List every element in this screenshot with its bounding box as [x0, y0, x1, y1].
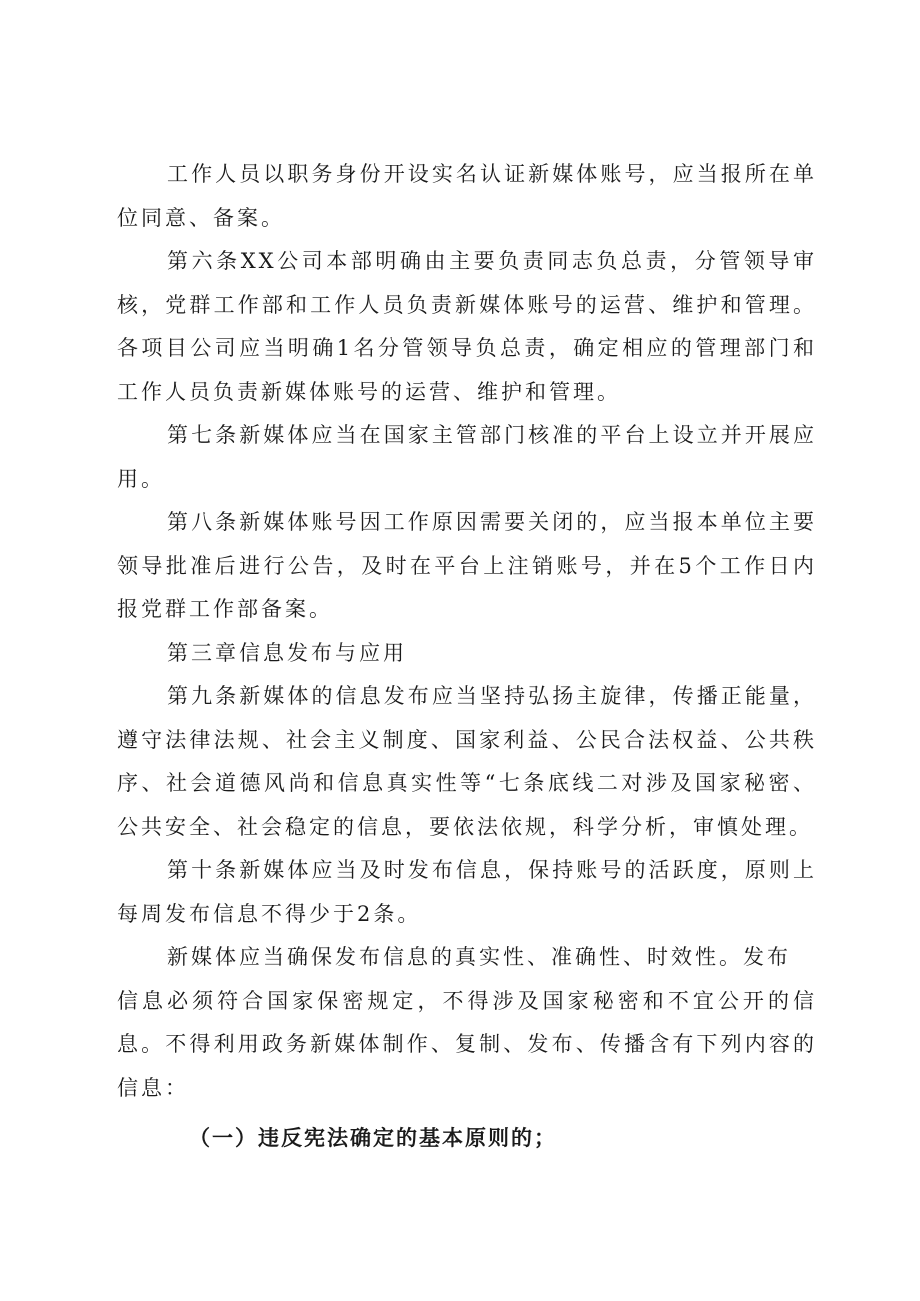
paragraph-article-10: 第十条新媒体应当及时发布信息，保持账号的活跃度，原则上每周发布信息不得少于2条。	[117, 858, 817, 926]
document-body	[117, 153, 817, 1160]
paragraph-article-8: 第八条新媒体账号因工作原因需要关闭的，应当报本单位主要领导批准后进行公告，及时在平台上注销账号，并在5个工作日内报党群工作部备案。	[117, 510, 817, 621]
paragraph-article-6: 第六条XX公司本部明确由主要负责同志负总责，分管领导审核，党群工作部和工作人员负责新媒体账号的运营、维护和管理。各项目公司应当明确1名分管领导负总责，确定相应的管理部门和工作人员负责新媒体账号的运营、维护和管理。	[117, 249, 817, 404]
paragraph-info-confidentiality: 信息必须符合国家保密规定，不得涉及国家秘密和不宜公开的信息。不得利用政务新媒体制作、复制、发布、传播含有下列内容的信息：	[117, 988, 817, 1100]
paragraph-account-approval: 工作人员以职务身份开设实名认证新媒体账号，应当报所在单位同意、备案。	[117, 162, 817, 230]
list-item-1: （一）违反宪法确定的基本原则的；	[189, 1125, 557, 1150]
chapter-3-heading: 第三章信息发布与应用	[167, 640, 407, 665]
paragraph-article-7: 第七条新媒体应当在国家主管部门核准的平台上设立并开展应用。	[117, 423, 817, 491]
paragraph-info-accuracy: 新媒体应当确保发布信息的真实性、准确性、时效性。发布	[167, 945, 791, 969]
paragraph-article-9: 第九条新媒体的信息发布应当坚持弘扬主旋律，传播正能量，遵守法律法规、社会主义制度、国家利益、公民合法权益、公共秩序、社会道德风尚和信息真实性等“七条底线二对涉及国家秘密、公共安全、社会稳定的信息，要依法依规，科学分析，审慎处理。	[117, 684, 817, 839]
